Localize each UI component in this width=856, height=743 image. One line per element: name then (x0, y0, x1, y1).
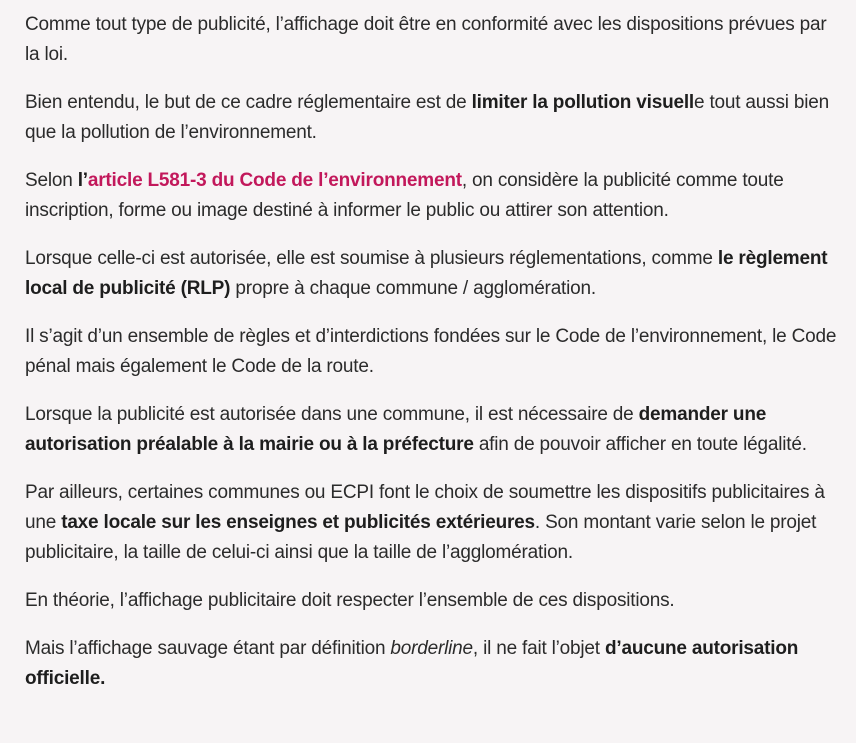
emphasis-taxe-locale: taxe locale sur les enseignes et publicités extérieures (61, 512, 535, 533)
paragraph-text: Il s’agit d’un ensemble de règles et d’interdictions fondées sur le Code de l’environnement, le Code pénal mais également le Code de la route. (25, 326, 837, 377)
emphasis-aucune-autorisation: d’aucune autorisation officielle. (25, 638, 799, 689)
paragraph-text: Lorsque celle-ci est autorisée, elle est soumise à plusieurs réglementations, comme (25, 248, 718, 269)
paragraph-text: propre à chaque commune / agglomération. (230, 278, 596, 299)
paragraph-affichage-sauvage (25, 634, 842, 694)
emphasis-borderline: borderline (390, 638, 473, 659)
paragraph-text: Lorsque la publicité est autorisée dans une commune, il est nécessaire de (25, 404, 639, 425)
emphasis-article-prefix: l’ (77, 170, 88, 191)
paragraph-text: Par ailleurs, certaines communes ou ECPI font le choix de soumettre les dispositifs publicitaires à une (25, 482, 825, 533)
paragraph-regles-interdictions (25, 322, 842, 382)
paragraph-text: afin de pouvoir afficher en toute légalité. (473, 434, 807, 455)
paragraph-text: Bien entendu, le but de ce cadre réglementaire est de (25, 92, 472, 113)
emphasis-rlp: le règlement local de publicité (RLP) (25, 248, 828, 299)
paragraph-text: Comme tout type de publicité, l’affichage doit être en conformité avec les dispositions prévues par la loi. (25, 14, 827, 65)
emphasis-pollution-visuelle: limiter la pollution visuell (471, 92, 694, 113)
paragraph-text: e tout aussi bien que la pollution de l’environnement. (25, 92, 829, 143)
paragraph-taxe-locale (25, 478, 842, 568)
paragraph-text: Mais l’affichage sauvage étant par définition (25, 638, 391, 659)
paragraph-conformite (25, 10, 842, 70)
article-l581-3-link[interactable]: article L581-3 du Code de l’environnement (87, 170, 462, 191)
paragraph-rlp (25, 244, 842, 304)
paragraph-text: Selon (25, 170, 78, 191)
paragraph-text: En théorie, l’affichage publicitaire doit respecter l’ensemble de ces dispositions. (25, 590, 675, 611)
emphasis-autorisation-prealable: demander une autorisation préalable à la mairie ou à la préfecture (25, 404, 767, 455)
paragraph-text: . Son montant varie selon le projet publicitaire, la taille de celui-ci ainsi que la taille de l’agglomération. (25, 512, 817, 563)
paragraph-text: , on considère la publicité comme toute inscription, forme ou image destiné à informer le public ou attirer son attention. (25, 170, 784, 221)
paragraph-article-l581 (25, 166, 842, 226)
paragraph-text: , il ne fait l’objet (472, 638, 605, 659)
paragraph-theorie (25, 586, 842, 616)
paragraph-cadre-reglementaire (25, 88, 842, 148)
paragraph-autorisation-prealable (25, 400, 842, 460)
